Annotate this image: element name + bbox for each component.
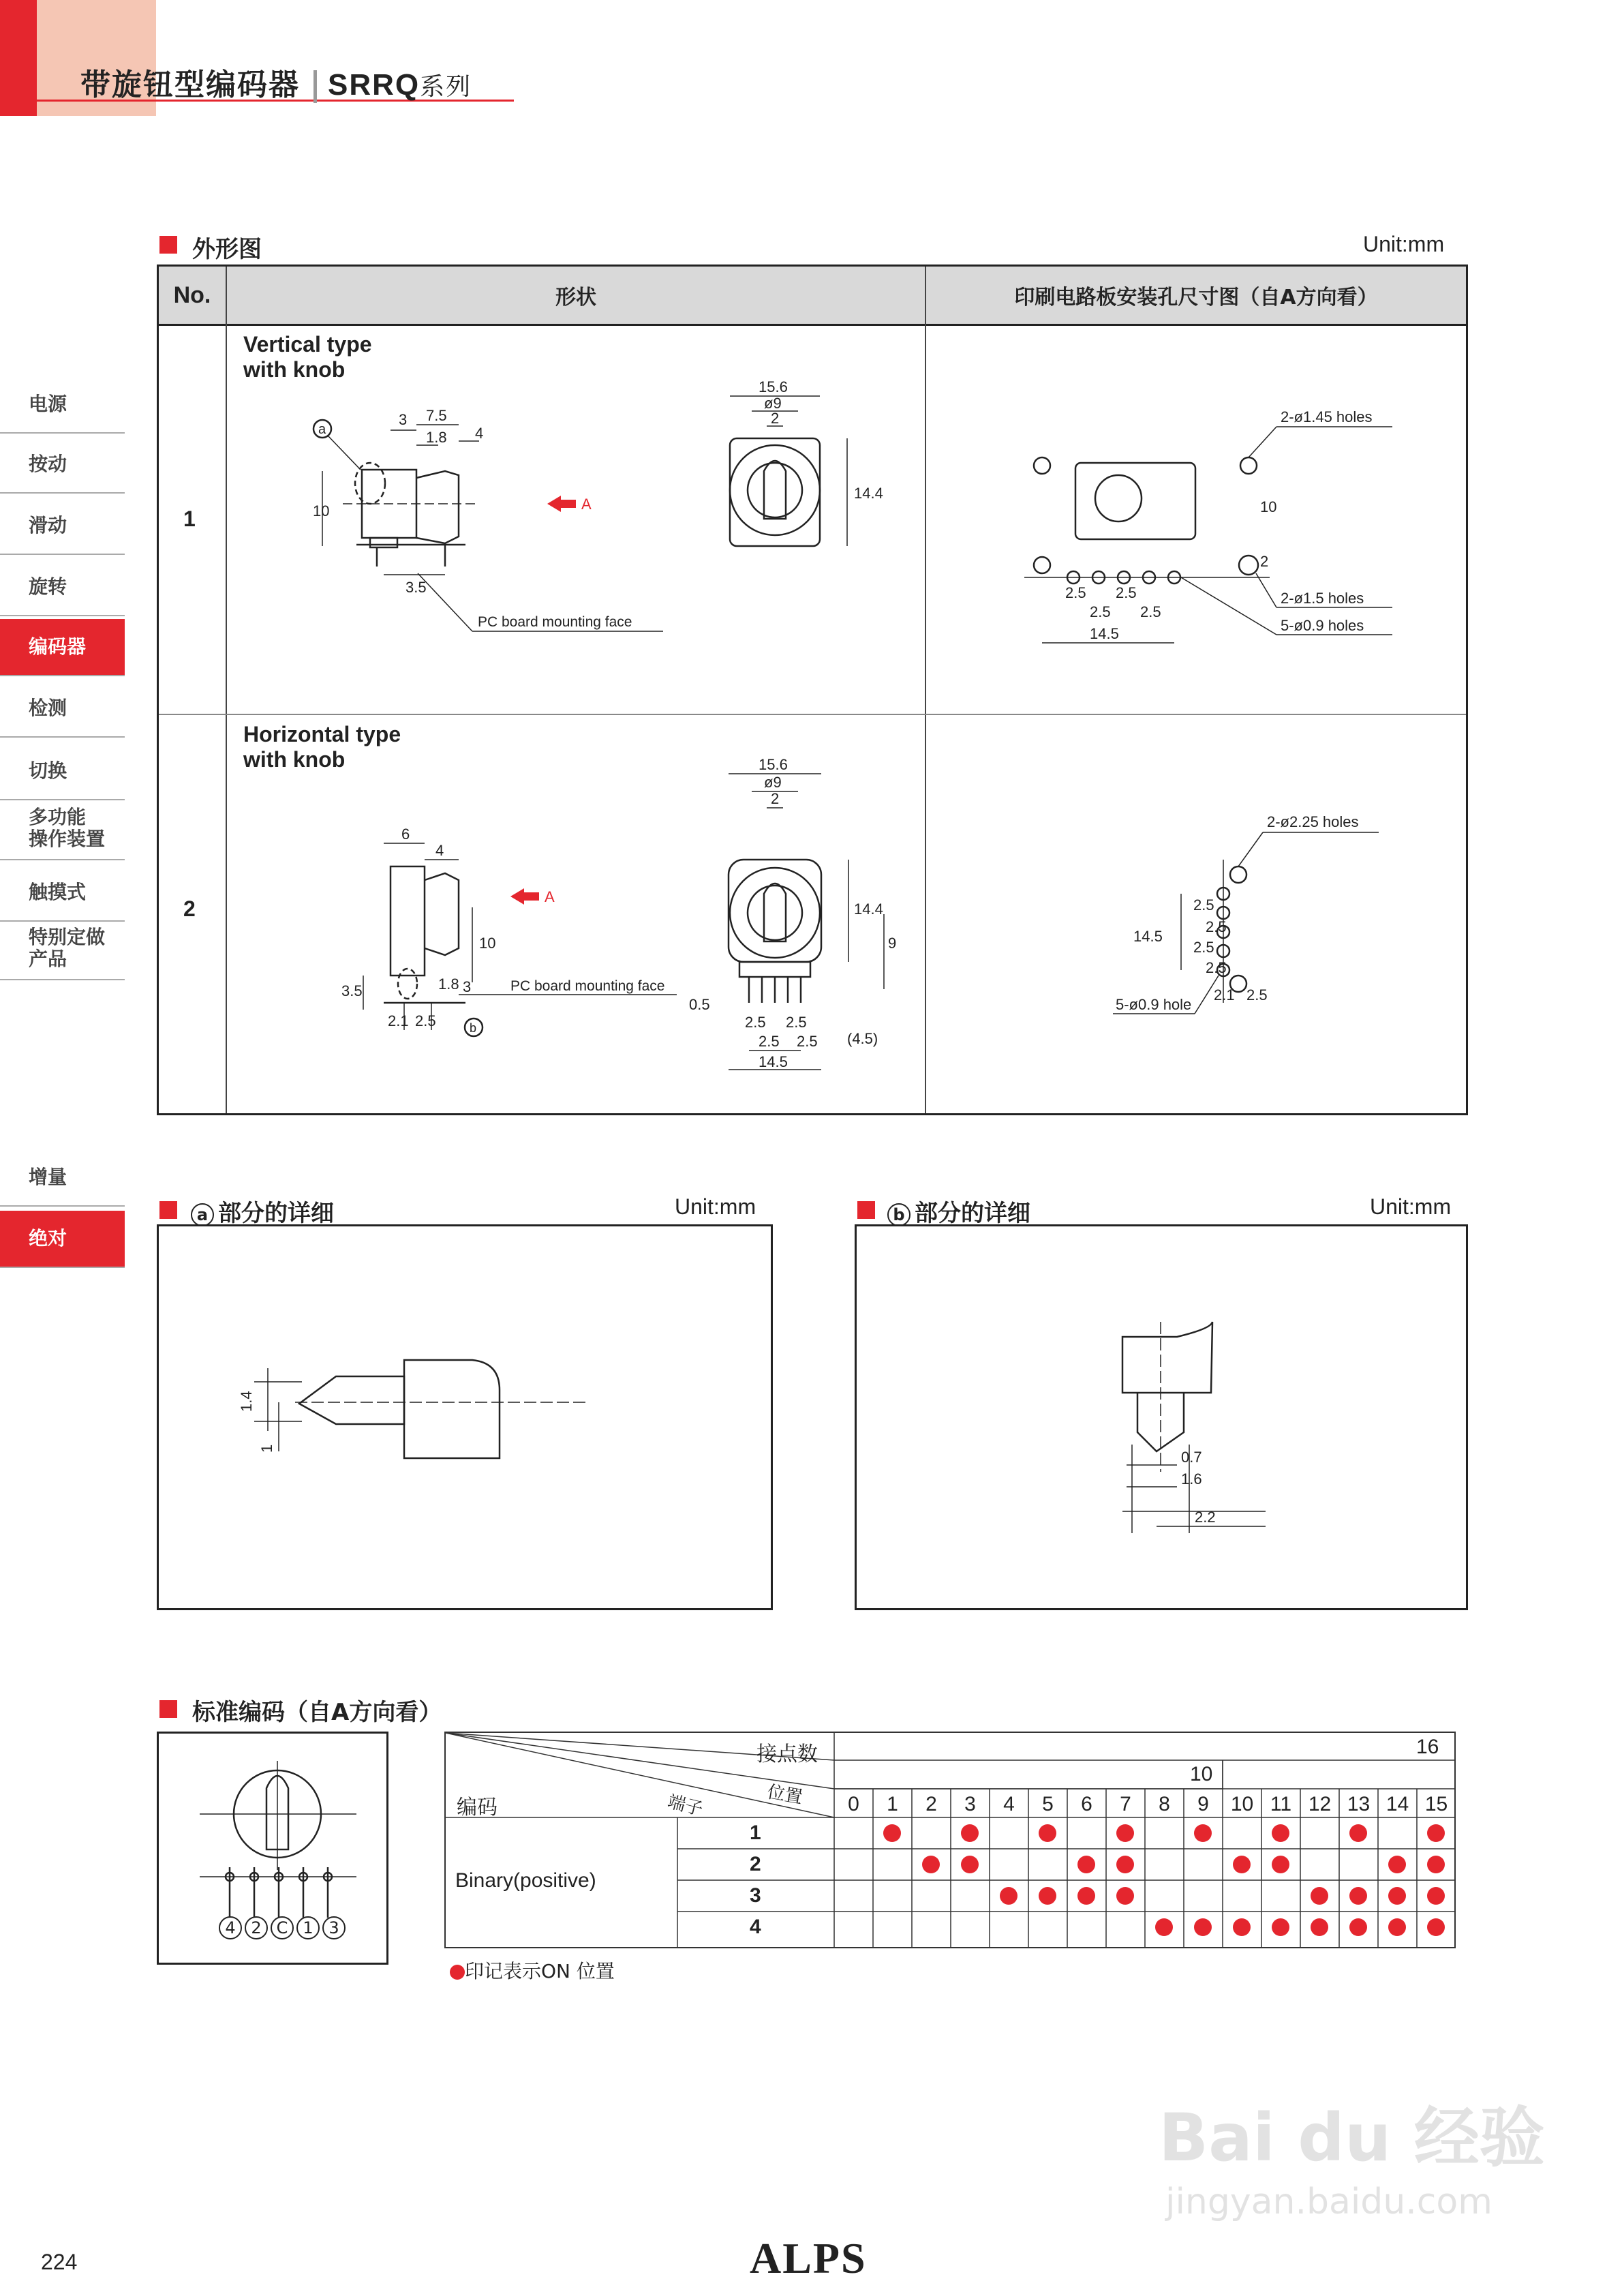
position-header-13: 13 [1347, 1793, 1371, 1815]
r1-pcb-h1: 2-ø1.45 holes [1281, 408, 1373, 425]
r1-arrow-a: A [581, 496, 592, 513]
row-1-no: 1 [183, 507, 196, 531]
r2-pcb-h2: 5-ø0.9 hole [1116, 996, 1192, 1013]
r1-pcb-w: 14.5 [1090, 625, 1119, 642]
sidebar-item-4[interactable]: 编码器 [0, 619, 125, 676]
on-dot-t1-p11 [1272, 1824, 1289, 1842]
contacts-label: 接点数 [756, 1743, 818, 1766]
code-label: 编码 [457, 1796, 498, 1819]
binary-label: Binary(positive) [455, 1869, 596, 1892]
row-2-no: 2 [183, 896, 196, 921]
detail-b-drawing [857, 1226, 1466, 1608]
outline-unit: Unit:mm [1363, 232, 1445, 256]
r2-front-4-5: (4.5) [847, 1030, 878, 1047]
on-dot-t1-p15 [1427, 1824, 1445, 1842]
coding-legend: 印记表示ON 位置 [450, 1957, 615, 1984]
r2-front-p2: 2.5 [786, 1014, 807, 1031]
on-dot-t3-p14 [1388, 1887, 1406, 1905]
on-dot-t4-p10 [1233, 1918, 1251, 1936]
sidebar-item-3[interactable]: 旋转 [0, 559, 125, 616]
position-header-4: 4 [1003, 1793, 1015, 1815]
on-dot-t1-p9 [1194, 1824, 1212, 1842]
sidebar-sub-item-1[interactable]: 绝对 [0, 1211, 125, 1268]
contacts-16: 16 [1416, 1736, 1439, 1758]
on-dot-t3-p12 [1311, 1887, 1328, 1905]
r1-front-dia: ø9 [764, 395, 782, 412]
sidebar-item-5[interactable]: 检测 [0, 680, 125, 738]
sidebar-item-0[interactable]: 电源 [0, 376, 125, 434]
r2-dim-10: 10 [479, 935, 496, 952]
on-dot-t4-p9 [1194, 1918, 1212, 1936]
r2-dim-2-5: 2.5 [415, 1012, 436, 1029]
r2-front-2: 2 [771, 790, 780, 807]
on-dot-t1-p5 [1039, 1824, 1056, 1842]
r2-front-9: 9 [888, 935, 897, 952]
terminal-row-2: 3 [750, 1884, 761, 1907]
terminal-row-3: 4 [750, 1916, 761, 1938]
sidebar-item-8[interactable]: 触摸式 [0, 864, 125, 922]
r2-front-0-5: 0.5 [689, 996, 710, 1013]
coding-title: 标准编码（自A方向看） [192, 1699, 442, 1726]
detail-b-mark: b [887, 1203, 911, 1226]
r2-front-p1: 2.5 [745, 1014, 766, 1031]
page-number: 224 [41, 2250, 78, 2274]
on-dot-t1-p1 [883, 1824, 901, 1842]
detail-b-0-7: 0.7 [1181, 1449, 1202, 1466]
on-dot-t2-p11 [1272, 1856, 1289, 1873]
brand-logo: ALPS [750, 2234, 867, 2282]
position-header-8: 8 [1159, 1793, 1170, 1815]
detail-b-2-2: 2.2 [1195, 1509, 1216, 1526]
r1-pcb-p2: 2.5 [1116, 584, 1137, 601]
r2-face-label: PC board mounting face [510, 978, 665, 994]
r1-pcb-p3: 2.5 [1090, 603, 1111, 620]
r2-front-h: 14.4 [854, 901, 883, 918]
position-label: 位置 [765, 1781, 804, 1808]
r2-pcb-p1: 2.5 [1193, 896, 1214, 913]
title-main: 带旋钮型编码器 [80, 67, 300, 102]
r2-pcb-h1: 2-ø2.25 holes [1267, 813, 1359, 830]
on-dot-t3-p15 [1427, 1887, 1445, 1905]
position-header-3: 3 [964, 1793, 976, 1815]
on-dot-t1-p13 [1349, 1824, 1367, 1842]
r2-pcb-p3: 2.5 [1193, 939, 1214, 956]
coding-terminal-labels [219, 1916, 348, 1939]
on-dot-t2-p6 [1077, 1856, 1095, 1873]
row-2-type: Horizontal type with knob [243, 722, 401, 772]
on-dot-t2-p14 [1388, 1856, 1406, 1873]
svg-text:a: a [318, 422, 326, 437]
r2-front-w2: 14.5 [759, 1053, 788, 1070]
watermark: Bai du 经验 [1159, 2100, 1545, 2176]
position-header-1: 1 [887, 1793, 898, 1815]
detail-b-title: b 部分的详细 [887, 1194, 1030, 1228]
on-dot-t3-p13 [1349, 1887, 1367, 1905]
on-dot-t4-p14 [1388, 1918, 1406, 1936]
r1-dim-7-5: 7.5 [426, 407, 447, 424]
r1-front-h: 14.4 [854, 485, 883, 502]
on-dot-t3-p5 [1039, 1887, 1056, 1905]
r1-pcb-10: 10 [1260, 498, 1277, 515]
r2-pcb-p2: 2.5 [1206, 918, 1227, 935]
detail-a-1-4: 1.4 [238, 1391, 255, 1412]
row1-pcb-holes [1024, 427, 1392, 643]
terminal-label: 端子 [665, 1791, 705, 1819]
terminal-row-1: 2 [750, 1853, 761, 1875]
col-pcb-header: 印刷电路板安装孔尺寸图（自A方向看） [926, 267, 1466, 324]
r2-pcb-14-5: 14.5 [1133, 928, 1163, 945]
sidebar-sub-item-0[interactable]: 增量 [0, 1149, 125, 1207]
on-dot-t2-p7 [1116, 1856, 1134, 1873]
detail-b-unit: Unit:mm [1370, 1194, 1452, 1219]
sidebar-item-9[interactable]: 特别定做 产品 [0, 918, 125, 980]
detail-a-title: a 部分的详细 [191, 1194, 334, 1228]
title-series: SRRQ [328, 68, 420, 102]
section-marker [857, 1201, 875, 1219]
detail-a-1: 1 [258, 1444, 275, 1453]
row1-front-view [730, 396, 847, 546]
r2-pcb-p4: 2.5 [1206, 959, 1227, 976]
position-header-6: 6 [1081, 1793, 1092, 1815]
header-accent-bar [0, 0, 37, 116]
on-dot-t4-p8 [1155, 1918, 1173, 1936]
section-marker [159, 1700, 177, 1718]
position-header-12: 12 [1308, 1793, 1332, 1815]
sidebar-item-2[interactable]: 滑动 [0, 498, 125, 555]
r1-front-2: 2 [771, 410, 780, 427]
terminal-label-2: C [271, 1916, 294, 1939]
r1-face-label: PC board mounting face [478, 614, 632, 630]
r1-dim-3-5: 3.5 [406, 579, 427, 596]
position-header-11: 11 [1270, 1793, 1292, 1815]
r2-arrow-a: A [545, 888, 555, 905]
col-no-header: No. [159, 267, 226, 324]
title-series-suffix: 系列 [420, 73, 472, 101]
detail-a-drawing [159, 1226, 771, 1608]
detail-a-box [157, 1224, 773, 1610]
position-header-5: 5 [1042, 1793, 1054, 1815]
sidebar-item-7[interactable]: 多功能 操作装置 [0, 798, 125, 860]
r2-pcb-2-5: 2.5 [1246, 986, 1268, 1003]
on-dot-t2-p15 [1427, 1856, 1445, 1873]
r1-dim-1-8: 1.8 [426, 429, 447, 446]
r1-pcb-h2: 2-ø1.5 holes [1281, 590, 1364, 607]
r2-dim-2-1: 2.1 [388, 1012, 409, 1029]
col-shape-header: 形状 [227, 267, 925, 324]
on-dot-t1-p7 [1116, 1824, 1134, 1842]
outline-title: 外形图 [192, 236, 262, 263]
position-header-10: 10 [1230, 1793, 1254, 1815]
legend-dot [450, 1965, 465, 1980]
r2-front-p4: 2.5 [797, 1033, 818, 1050]
row1-side-view [313, 420, 663, 631]
r2-dim-3-5: 3.5 [341, 982, 363, 999]
terminal-label-3: 1 [296, 1916, 320, 1939]
sidebar-item-1[interactable]: 按动 [0, 436, 125, 494]
on-dot-t4-p13 [1349, 1918, 1367, 1936]
r2-front-dia: ø9 [764, 774, 782, 791]
position-header-2: 2 [925, 1793, 937, 1815]
section-marker [159, 1201, 177, 1219]
row2-pcb-holes [1113, 832, 1379, 1014]
r2-dim-6: 6 [401, 826, 410, 843]
r1-pcb-h3: 5-ø0.9 holes [1281, 617, 1364, 634]
on-dot-t3-p4 [1000, 1887, 1017, 1905]
r2-front-w: 15.6 [759, 756, 788, 773]
r2-dim-1-8: 1.8 [438, 976, 459, 993]
outline-table [157, 265, 1468, 1115]
r1-dim-4: 4 [475, 425, 484, 442]
position-header-14: 14 [1386, 1793, 1409, 1815]
r2-dim-3: 3 [463, 978, 472, 995]
terminal-label-1: 2 [245, 1916, 268, 1939]
on-dot-t1-p3 [961, 1824, 979, 1842]
contacts-10: 10 [1190, 1763, 1213, 1785]
sidebar-item-6[interactable]: 切换 [0, 743, 125, 800]
terminal-row-0: 1 [750, 1822, 761, 1844]
on-dot-t4-p12 [1311, 1918, 1328, 1936]
position-header-15: 15 [1424, 1793, 1448, 1815]
coding-diagram-box [157, 1732, 388, 1965]
page-title [80, 60, 472, 104]
r2-dim-4: 4 [435, 842, 444, 859]
outline-drawings [159, 267, 1466, 1113]
detail-b-box [855, 1224, 1468, 1610]
coding-table [444, 1732, 1456, 1948]
r1-pcb-2: 2 [1260, 553, 1269, 570]
detail-a-mark: a [191, 1203, 214, 1226]
on-dot-t3-p7 [1116, 1887, 1134, 1905]
on-dot-t2-p2 [922, 1856, 940, 1873]
r1-pcb-p1: 2.5 [1065, 584, 1086, 601]
detail-b-1-6: 1.6 [1181, 1470, 1202, 1487]
r2-pcb-2-1: 2.1 [1214, 986, 1235, 1003]
r2-front-p3: 2.5 [759, 1033, 780, 1050]
watermark-url: jingyan.baidu.com [1165, 2181, 1493, 2222]
svg-text:b: b [470, 1021, 477, 1035]
on-dot-t4-p15 [1427, 1918, 1445, 1936]
r1-pcb-p4: 2.5 [1140, 603, 1161, 620]
position-header-9: 9 [1197, 1793, 1209, 1815]
on-dot-t2-p10 [1233, 1856, 1251, 1873]
position-header-0: 0 [848, 1793, 859, 1815]
position-header-7: 7 [1120, 1793, 1131, 1815]
r1-dim-10: 10 [313, 502, 330, 519]
r1-dim-3: 3 [399, 411, 408, 428]
section-marker [159, 236, 177, 254]
on-dot-t2-p3 [961, 1856, 979, 1873]
r1-front-w: 15.6 [759, 378, 788, 395]
row2-side-view [363, 843, 677, 1036]
on-dot-t3-p6 [1077, 1887, 1095, 1905]
terminal-label-0: 4 [219, 1916, 242, 1939]
on-dot-t4-p11 [1272, 1918, 1289, 1936]
terminal-label-4: 3 [322, 1916, 346, 1939]
detail-a-unit: Unit:mm [675, 1194, 756, 1219]
row-1-type: Vertical type with knob [243, 332, 372, 382]
